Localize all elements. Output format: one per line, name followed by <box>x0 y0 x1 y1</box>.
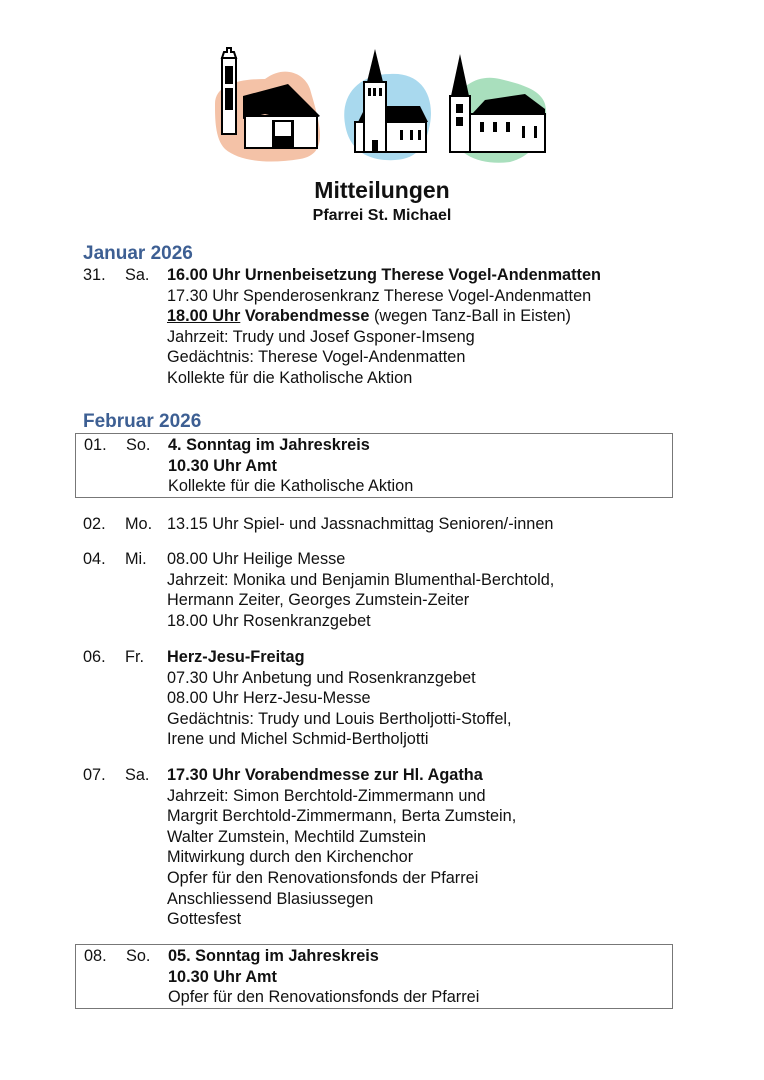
underlined-time: 18.00 Uhr <box>167 307 241 326</box>
entry-line: Margrit Berchtold-Zimmermann, Berta Zumstein, <box>167 807 517 826</box>
entry-line: Hermann Zeiter, Georges Zumstein-Zeiter <box>167 591 470 610</box>
entry-line: Gedächtnis: Therese Vogel-Andenmatten <box>167 348 466 367</box>
entry-line: 17.30 Uhr Vorabendmesse zur Hl. Agatha <box>167 766 483 784</box>
entry-line: Jahrzeit: Monika und Benjamin Blumenthal-Berchtold, <box>167 570 555 589</box>
entry-day: 31. <box>83 266 106 284</box>
entry-line: Walter Zumstein, Mechtild Zumstein <box>167 827 427 846</box>
entry-line: Kollekte für die Katholische Aktion <box>168 477 414 496</box>
entry-line: Gottesfest <box>167 910 242 929</box>
entry-04-feb <box>75 549 673 631</box>
entry-line: Opfer für den Renovationsfonds der Pfarrei <box>167 868 479 887</box>
month-heading-februar: Februar 2026 <box>83 411 202 432</box>
entry-line: 17.30 Uhr Spenderosenkranz Therese Vogel-Andenmatten <box>167 286 592 305</box>
entry-day: 02. <box>83 515 106 533</box>
entry-line: Opfer für den Renovationsfonds der Pfarrei <box>168 988 480 1007</box>
parish-logo <box>210 44 555 164</box>
entry-line: 18.00 Uhr Rosenkranzgebet <box>167 611 371 630</box>
entry-line: 4. Sonntag im Jahreskreis <box>168 436 370 454</box>
entry-06-feb <box>75 647 673 750</box>
entry-02-feb <box>75 514 673 535</box>
entry-day: 07. <box>83 766 106 784</box>
entry-line: 07.30 Uhr Anbetung und Rosenkranzgebet <box>167 668 476 687</box>
entry-line: Herz-Jesu-Freitag <box>167 648 305 666</box>
entry-line: Jahrzeit: Trudy und Josef Gsponer-Imseng <box>167 327 475 346</box>
entry-weekday: So. <box>126 947 151 965</box>
entry-01-feb <box>75 433 673 498</box>
entry-line: Mitwirkung durch den Kirchenchor <box>167 848 414 867</box>
entry-weekday: Sa. <box>125 266 150 284</box>
entry-day: 04. <box>83 550 106 568</box>
entry-weekday: Mi. <box>125 550 147 568</box>
entry-weekday: Fr. <box>125 648 144 666</box>
bold-text: Vorabendmesse <box>240 307 370 326</box>
entry-31-jan <box>75 265 673 389</box>
entry-07-feb <box>75 765 673 930</box>
entry-line: 08.00 Uhr Herz-Jesu-Messe <box>167 689 371 708</box>
entry-line: 10.30 Uhr Amt <box>168 967 277 986</box>
church-right-icon <box>450 54 545 152</box>
entry-weekday: Sa. <box>125 766 150 784</box>
entry-day: 01. <box>84 436 107 454</box>
entry-weekday: Mo. <box>125 515 153 533</box>
entry-line: 10.30 Uhr Amt <box>168 456 277 475</box>
entry-day: 06. <box>83 648 106 666</box>
entry-line: Anschliessend Blasiussegen <box>167 889 374 908</box>
entry-08-feb <box>75 944 673 1009</box>
page-title: Mitteilungen <box>314 177 450 203</box>
entry-line: Kollekte für die Katholische Aktion <box>167 368 413 387</box>
entry-line: Gedächtnis: Trudy und Louis Bertholjotti-Stoffel, <box>167 709 512 728</box>
entry-day: 08. <box>84 947 107 965</box>
entry-line: 05. Sonntag im Jahreskreis <box>168 947 379 965</box>
entry-line: Jahrzeit: Simon Berchtold-Zimmermann und <box>167 786 486 805</box>
entry-weekday: So. <box>126 436 151 454</box>
plain-text: (wegen Tanz-Ball in Eisten) <box>369 307 571 326</box>
entry-line <box>167 306 673 327</box>
entry-line: 16.00 Uhr Urnenbeisetzung Therese Vogel-Andenmatten <box>167 266 601 284</box>
entry-line: 13.15 Uhr Spiel- und Jassnachmittag Senioren/-innen <box>167 515 554 533</box>
entry-line: Irene und Michel Schmid-Bertholjotti <box>167 730 429 749</box>
entry-line: 08.00 Uhr Heilige Messe <box>167 550 346 568</box>
page-subtitle: Pfarrei St. Michael <box>312 207 452 224</box>
month-heading-januar: Januar 2026 <box>83 243 193 264</box>
